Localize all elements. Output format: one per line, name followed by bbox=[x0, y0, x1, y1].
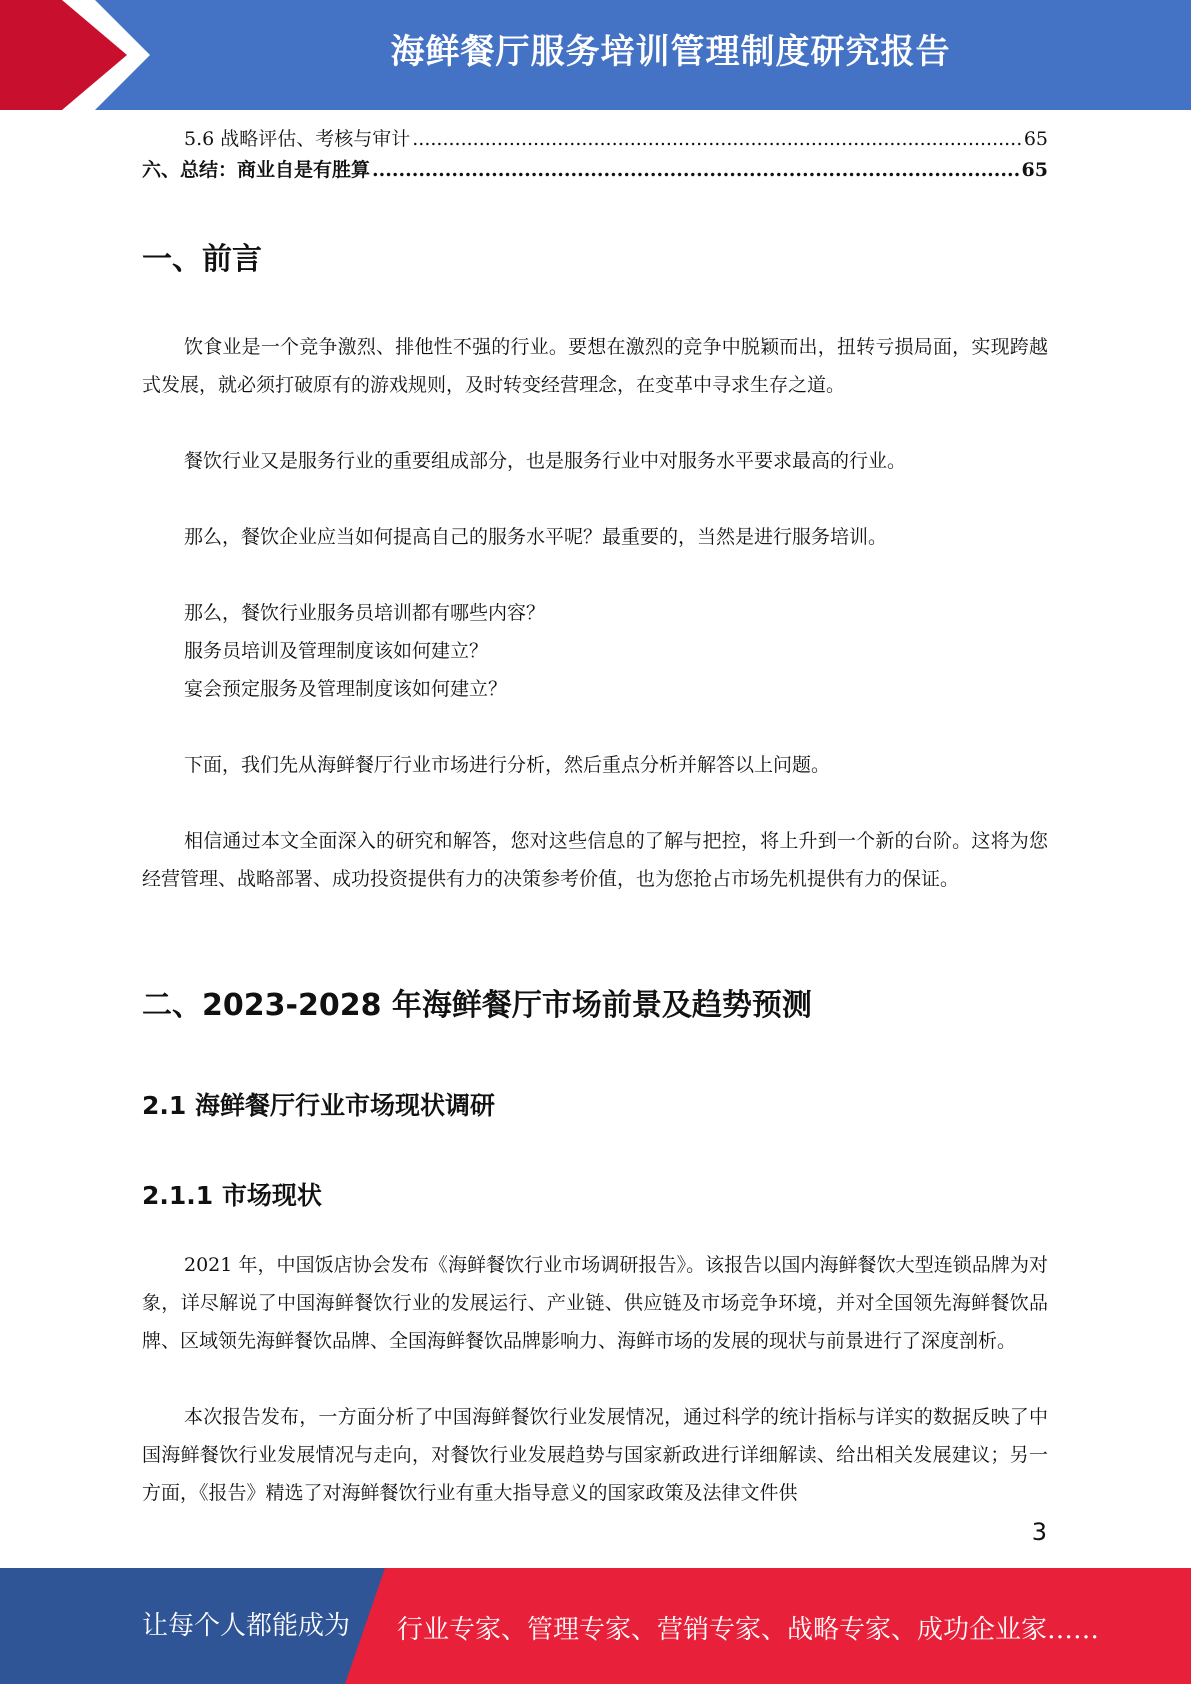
header-title: 海鲜餐厅服务培训管理制度研究报告 bbox=[390, 32, 951, 72]
section-heading-forecast: 二、2023-2028 年海鲜餐厅市场前景及趋势预测 bbox=[142, 988, 812, 1023]
paragraph: 2021 年，中国饭店协会发布《海鲜餐饮行业市场调研报告》。该报告以国内海鲜餐饮大型连锁品牌为对象，详尽解说了中国海鲜餐饮行业的发展运行、产业链、供应链及市场竞争环境，并对全国领先海鲜餐饮品牌、区域领先海鲜餐饮品牌、全国海鲜餐饮品牌影响力、海鲜市场的发展的现状与前景进行了深度剖析。 bbox=[142, 1254, 1048, 1352]
page-number: 3 bbox=[1031, 1518, 1047, 1546]
toc-entry[interactable] bbox=[142, 155, 1048, 186]
question-line: 服务员培训及管理制度该如何建立？ bbox=[184, 640, 489, 662]
paragraph: 本次报告发布，一方面分析了中国海鲜餐饮行业发展情况，通过科学的统计指标与详实的数据反映了中国海鲜餐饮行业发展情况与走向，对餐饮行业发展趋势与国家新政进行详细解读、给出相关发展建议；另一方面，《报告》精选了对海鲜餐饮行业有重大指导意义的国家政策及法律文件供 bbox=[142, 1406, 1048, 1504]
header-arrow-logo bbox=[0, 0, 160, 110]
toc-section bbox=[142, 124, 1048, 186]
page-header bbox=[0, 0, 1191, 110]
section-heading-preface: 一、前言 bbox=[142, 242, 262, 277]
paragraph: 相信通过本文全面深入的研究和解答，您对这些信息的了解与把控，将上升到一个新的台阶。这将为您经营管理、战略部署、成功投资提供有力的决策参考价值，也为您抢占市场先机提供有力的保证。 bbox=[142, 830, 1048, 890]
paragraph: 餐饮行业又是服务行业的重要组成部分，也是服务行业中对服务水平要求最高的行业。 bbox=[184, 450, 907, 472]
question-line: 那么，餐饮行业服务员培训都有哪些内容？ bbox=[184, 602, 546, 624]
toc-entry[interactable] bbox=[142, 124, 1048, 155]
page-footer bbox=[0, 1568, 1191, 1684]
subsection-heading: 2.1 海鲜餐厅行业市场现状调研 bbox=[142, 1091, 495, 1120]
toc-leader-dots bbox=[412, 124, 1022, 155]
paragraph: 饮食业是一个竞争激烈、排他性不强的行业。要想在激烈的竞争中脱颖而出，扭转亏损局面，实现跨越式发展，就必须打破原有的游戏规则，及时转变经营理念，在变革中寻求生存之道。 bbox=[142, 336, 1048, 396]
subsubsection-heading: 2.1.1 市场现状 bbox=[142, 1181, 322, 1210]
question-line: 宴会预定服务及管理制度该如何建立？ bbox=[184, 678, 508, 700]
toc-entry-title: 六、总结：商业自是有胜算 bbox=[142, 159, 371, 181]
paragraph: 下面，我们先从海鲜餐厅行业市场进行分析，然后重点分析并解答以上问题。 bbox=[184, 754, 831, 776]
toc-entry-page: 65 bbox=[1023, 128, 1048, 150]
toc-entry-page: 65 bbox=[1021, 159, 1048, 181]
toc-leader-dots bbox=[372, 155, 1020, 186]
paragraph: 那么，餐饮企业应当如何提高自己的服务水平呢？最重要的，当然是进行服务培训。 bbox=[184, 526, 888, 548]
footer-slogan-left: 让每个人都能成为 bbox=[142, 1611, 351, 1641]
toc-entry-title: 5.6 战略评估、考核与审计 bbox=[184, 128, 411, 150]
footer-slogan-right: 行业专家、管理专家、营销专家、战略专家、成功企业家…… bbox=[397, 1615, 1100, 1645]
